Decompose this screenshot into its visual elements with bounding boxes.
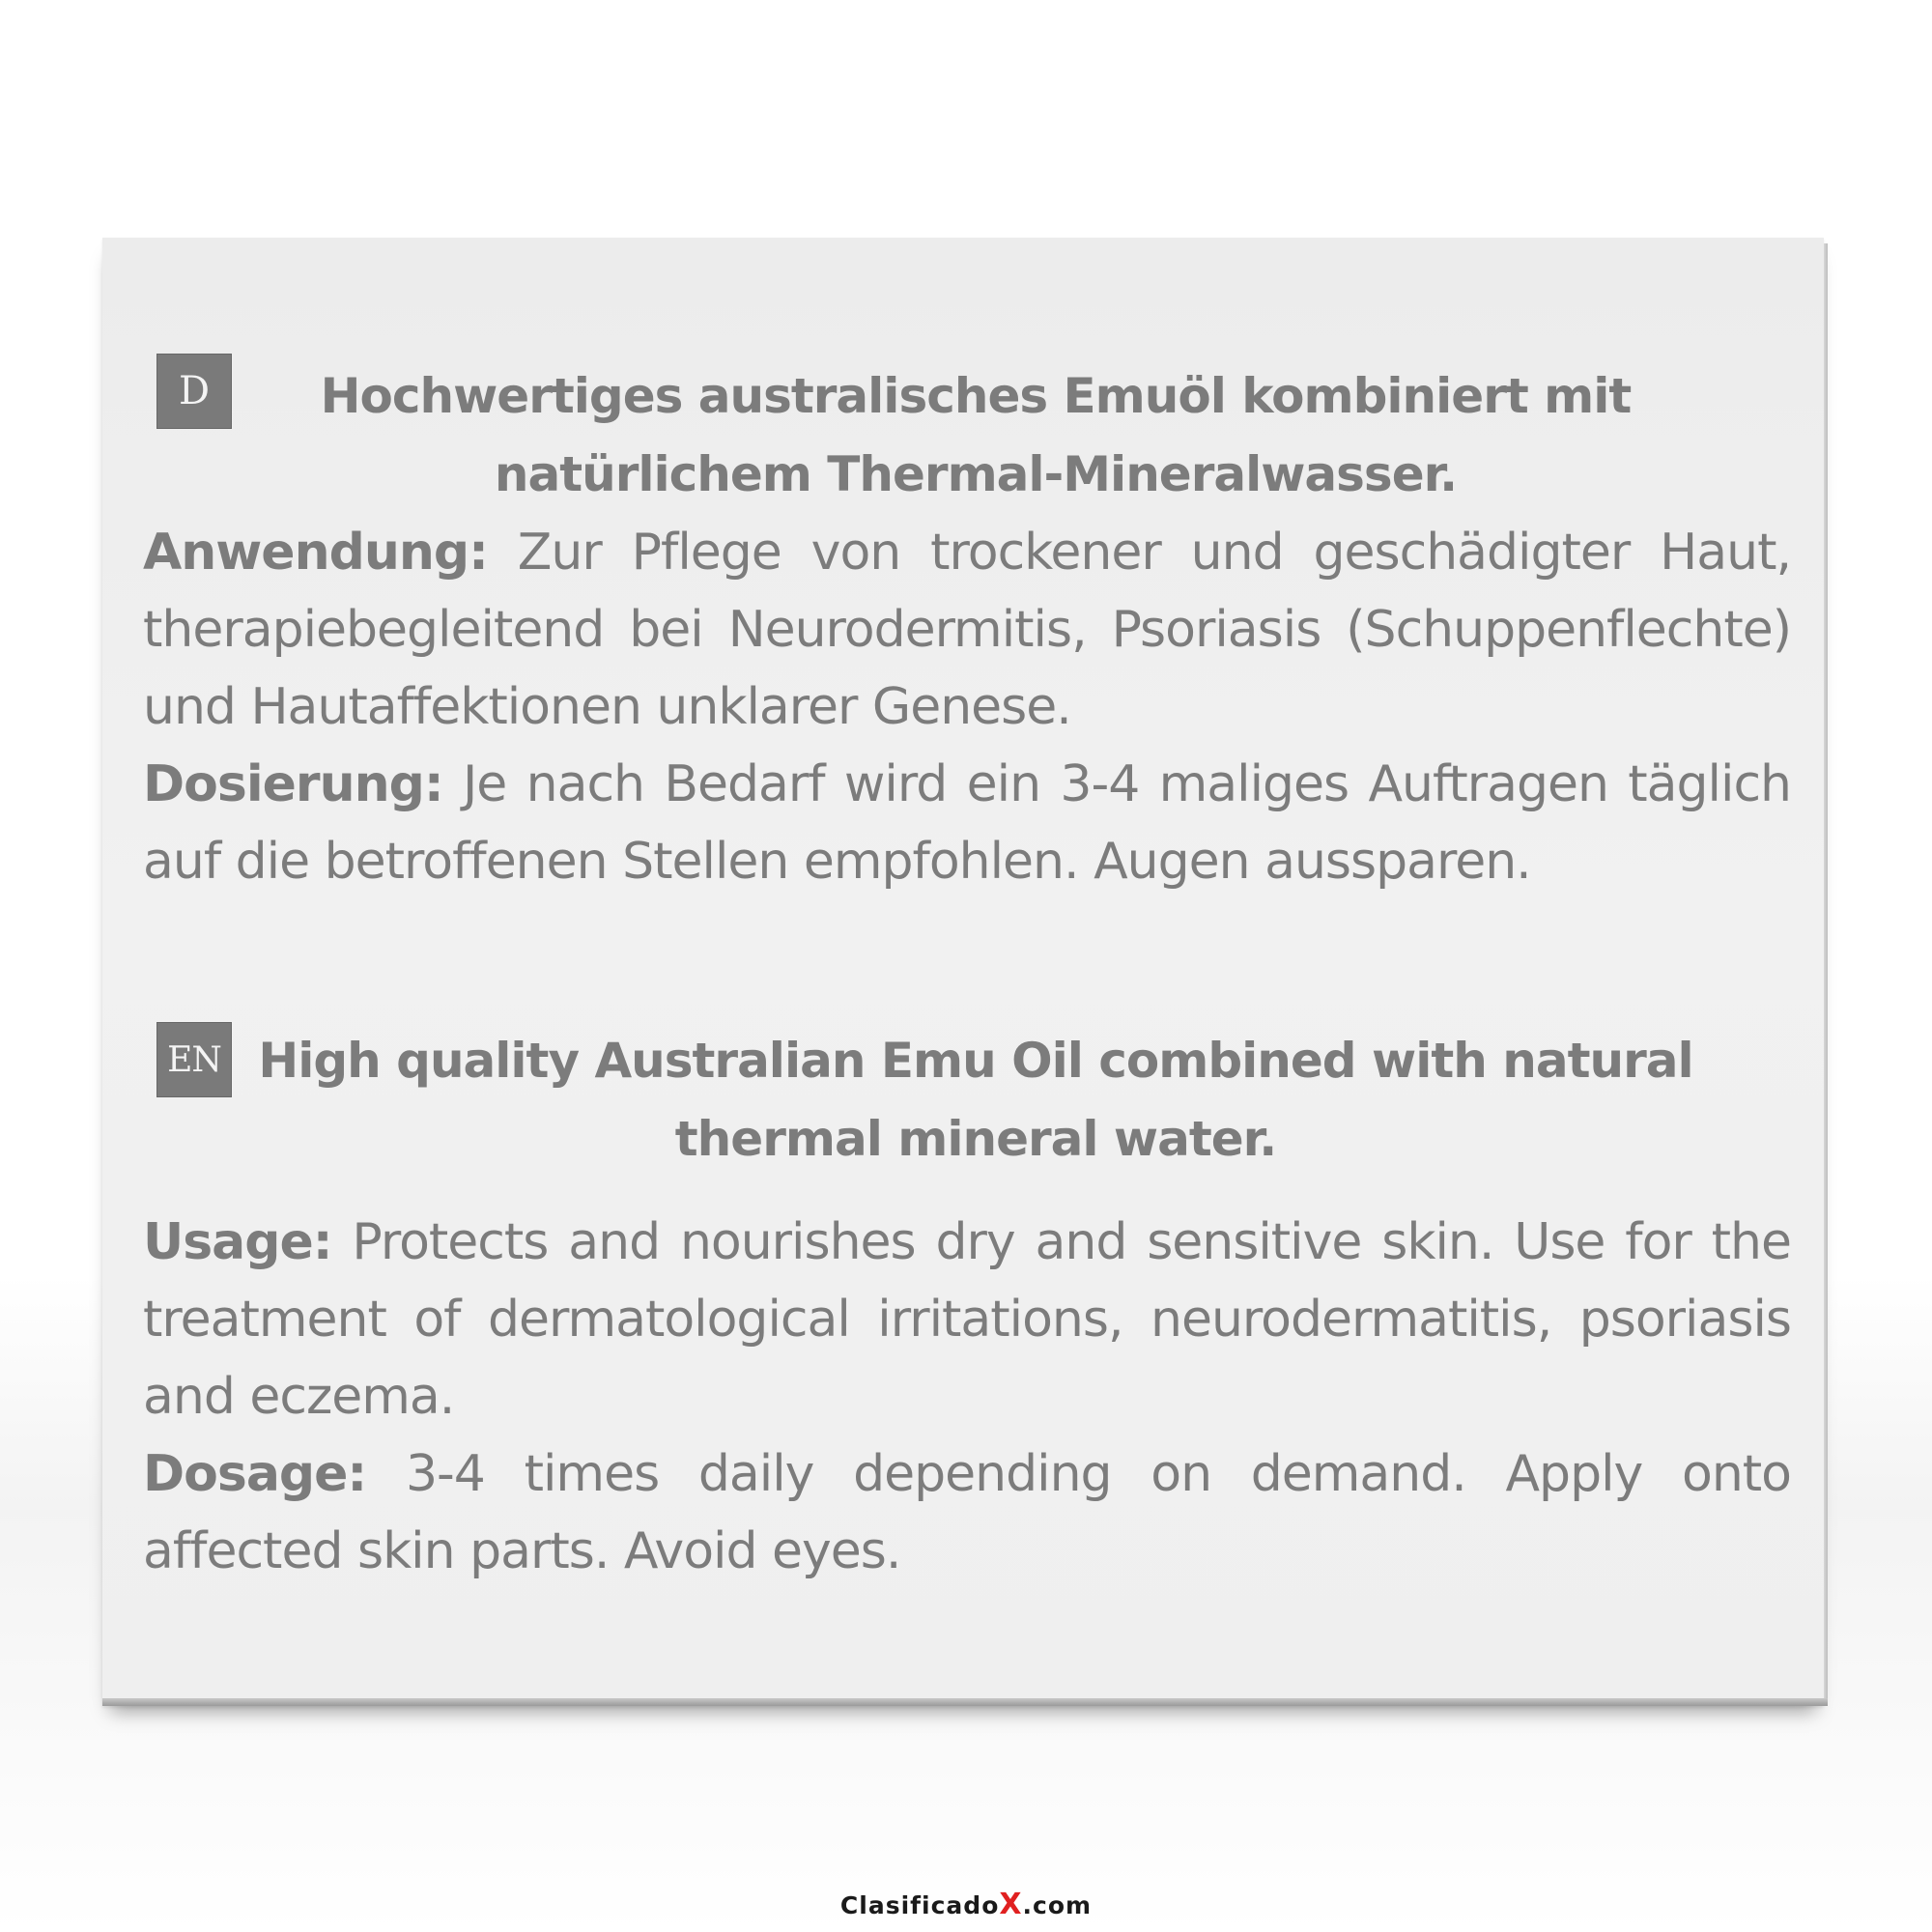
watermark-x: X — [999, 1888, 1023, 1921]
english-usage-label: Usage: — [143, 1213, 332, 1271]
english-usage-paragraph — [143, 1204, 1791, 1435]
german-headline: Hochwertiges australisches Emuöl kombiniert mit natürlichem Thermal-Mineralwasser. — [320, 368, 1632, 502]
english-language-badge: EN — [156, 1022, 232, 1097]
box-bottom-edge — [102, 1698, 1828, 1706]
box-side-edge — [1824, 243, 1828, 1700]
english-usage-text: Protects and nourishes dry and sensitive skin. Use for the treatment of dermatological irritations, neurodermatitis, psoriasis and eczema. — [143, 1213, 1791, 1426]
german-dosage-text: Je nach Bedarf wird ein 3-4 maliges Auftragen täglich auf die betroffenen Stellen empfohlen. Augen aussparen. — [143, 755, 1791, 891]
german-language-badge: D — [156, 354, 232, 429]
german-dosage-paragraph — [143, 746, 1791, 900]
watermark-suffix: .com — [1022, 1891, 1093, 1919]
english-dosage-text: 3-4 times daily depending on demand. Apply onto affected skin parts. Avoid eyes. — [143, 1445, 1791, 1580]
site-watermark — [0, 1888, 1932, 1921]
german-usage-paragraph — [143, 514, 1791, 746]
german-usage-text: Zur Pflege von trockener und geschädigter Haut, therapiebegleitend bei Neurodermitis, Psoriasis (Schuppenflechte) und Hautaffektionen unklarer Genese. — [143, 524, 1791, 736]
english-dosage-paragraph — [143, 1435, 1791, 1590]
german-usage-label: Anwendung: — [143, 524, 488, 582]
english-headline: High quality Australian Emu Oil combined with natural thermal mineral water. — [258, 1033, 1693, 1167]
german-dosage-label: Dosierung: — [143, 755, 443, 813]
watermark-prefix: Clasificado — [839, 1891, 1000, 1919]
english-dosage-label: Dosage: — [143, 1445, 367, 1503]
